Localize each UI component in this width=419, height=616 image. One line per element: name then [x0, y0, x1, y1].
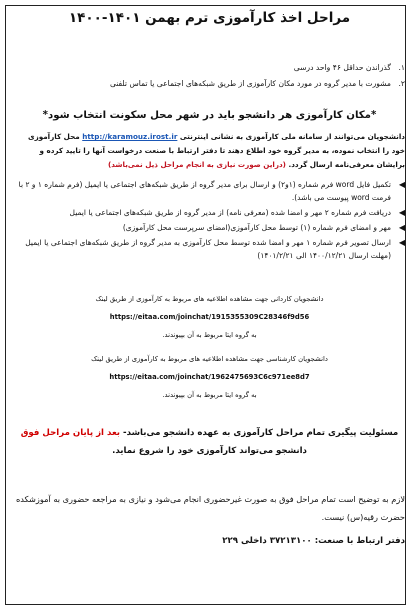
- prereq-list: [14, 60, 405, 92]
- page-title: مراحل اخذ کارآموزی ترم بهمن ۱۴۰۱-۱۴۰۰: [68, 10, 351, 26]
- group-link[interactable]: https://eitaa.com/joinchat/1915355309C28346f9d56: [109, 313, 310, 321]
- list-item: ۲. مشورت با مدیر گروه در مورد مکان کارآموزی از طریق شبکه‌های اجتماعی یا تماس تلفنی: [109, 79, 405, 88]
- arrow-icon: ◀: [398, 238, 405, 247]
- location-headline: *مکان کارآموزی هر دانشجو باید در شهر محل سکونت انتخاب شود*: [42, 110, 377, 121]
- steps-list: [14, 178, 405, 264]
- arrow-icon: ◀: [398, 180, 405, 189]
- portal-paragraph: دانشجویان می‌توانند از سامانه ملی کارآموزی به نشانی اینترنتی http://karamouz.irost.ir محل کارآموزی خود را انتخاب نموده، به مدیر گروه خود اطلاع دهند تا دفتر ارتباط با صنعت درخواست آنها را تایید کرده و برایشان معرفی‌نامه ارسال گردد. (دراین صورت نیازی به انجام مراحل ذیل نمی‌باشد): [27, 132, 405, 169]
- list-item: ۱. گذراندن حداقل ۴۶ واحد درسی: [293, 63, 405, 72]
- list-item: ◀ ارسال تصویر فرم شماره ۱ مهر و امضا شده توسط محل کارآموزی به مدیر گروه از طریق شبکه‌های اجتماعی یا ایمیل (مهلت ارسال ۱۴۰۰/۱۲/۲۱ الی ۱۴۰۱/۲/۲۱): [25, 238, 405, 260]
- group-karshenasi: دانشجویان کارشناسی جهت مشاهده اطلاعیه های مربوط به کارآموزی از طریق لینک https://eitaa.com/joinchat/1962475693C6c971ee8d7 به گروه ایتا مربوط به آن بپیوندند.: [0, 350, 419, 404]
- contact-line: دفتر ارتباط با صنعت: ۳۷۲۱۳۱۰۰ داخلی ۲۲۹: [222, 536, 405, 546]
- group-link[interactable]: https://eitaa.com/joinchat/1962475693C6c971ee8d7: [109, 373, 310, 381]
- portal-link[interactable]: http://karamouz.irost.ir: [82, 132, 178, 141]
- arrow-icon: ◀: [398, 223, 405, 232]
- arrow-icon: ◀: [398, 208, 405, 217]
- list-item: ◀ دریافت فرم شماره ۲ مهر و امضا شده (معرفی نامه) از مدیر گروه از طریق شبکه‌های اجتماعی یا ایمیل: [69, 208, 405, 217]
- group-kardani: دانشجویان کاردانی جهت مشاهده اطلاعیه های مربوط به کارآموزی از طریق لینک https://eitaa.com/joinchat/1915355309C28346f9d56 به گروه ایتا مربوط به آن بپیوندند.: [0, 290, 419, 344]
- list-item: ◀ مهر و امضای فرم شماره (۱) توسط محل کارآموزی(امضای سرپرست محل کارآموزی): [122, 223, 405, 232]
- note-text: (دراین صورت نیازی به انجام مراحل ذیل نمی‌باشد): [108, 160, 286, 169]
- list-item: ◀ تکمیل فایل word فرم شماره (۱و۲) و ارسال برای مدیر گروه از طریق شبکه‌های اجتماعی یا ایمیل (فرم شماره ۱ و ۲ با فرمت word پیوست می باشد).: [18, 180, 405, 202]
- highlight-text: بعد از پایان مراحل فوق: [20, 428, 121, 438]
- responsibility-note: مسئولیت پیگیری تمام مراحل کارآموزی به عهده دانشجو می‌باشد- بعد از پایان مراحل فوق دانشجو می‌تواند کارآموزی خود را شروع نماید.: [20, 428, 399, 456]
- final-note: لازم به توضیح است تمام مراحل فوق به صورت غیرحضوری انجام می‌شود و نیازی به مراجعه حضوری به آموزشکده حضرت رقیه(س) نیست.: [15, 494, 405, 522]
